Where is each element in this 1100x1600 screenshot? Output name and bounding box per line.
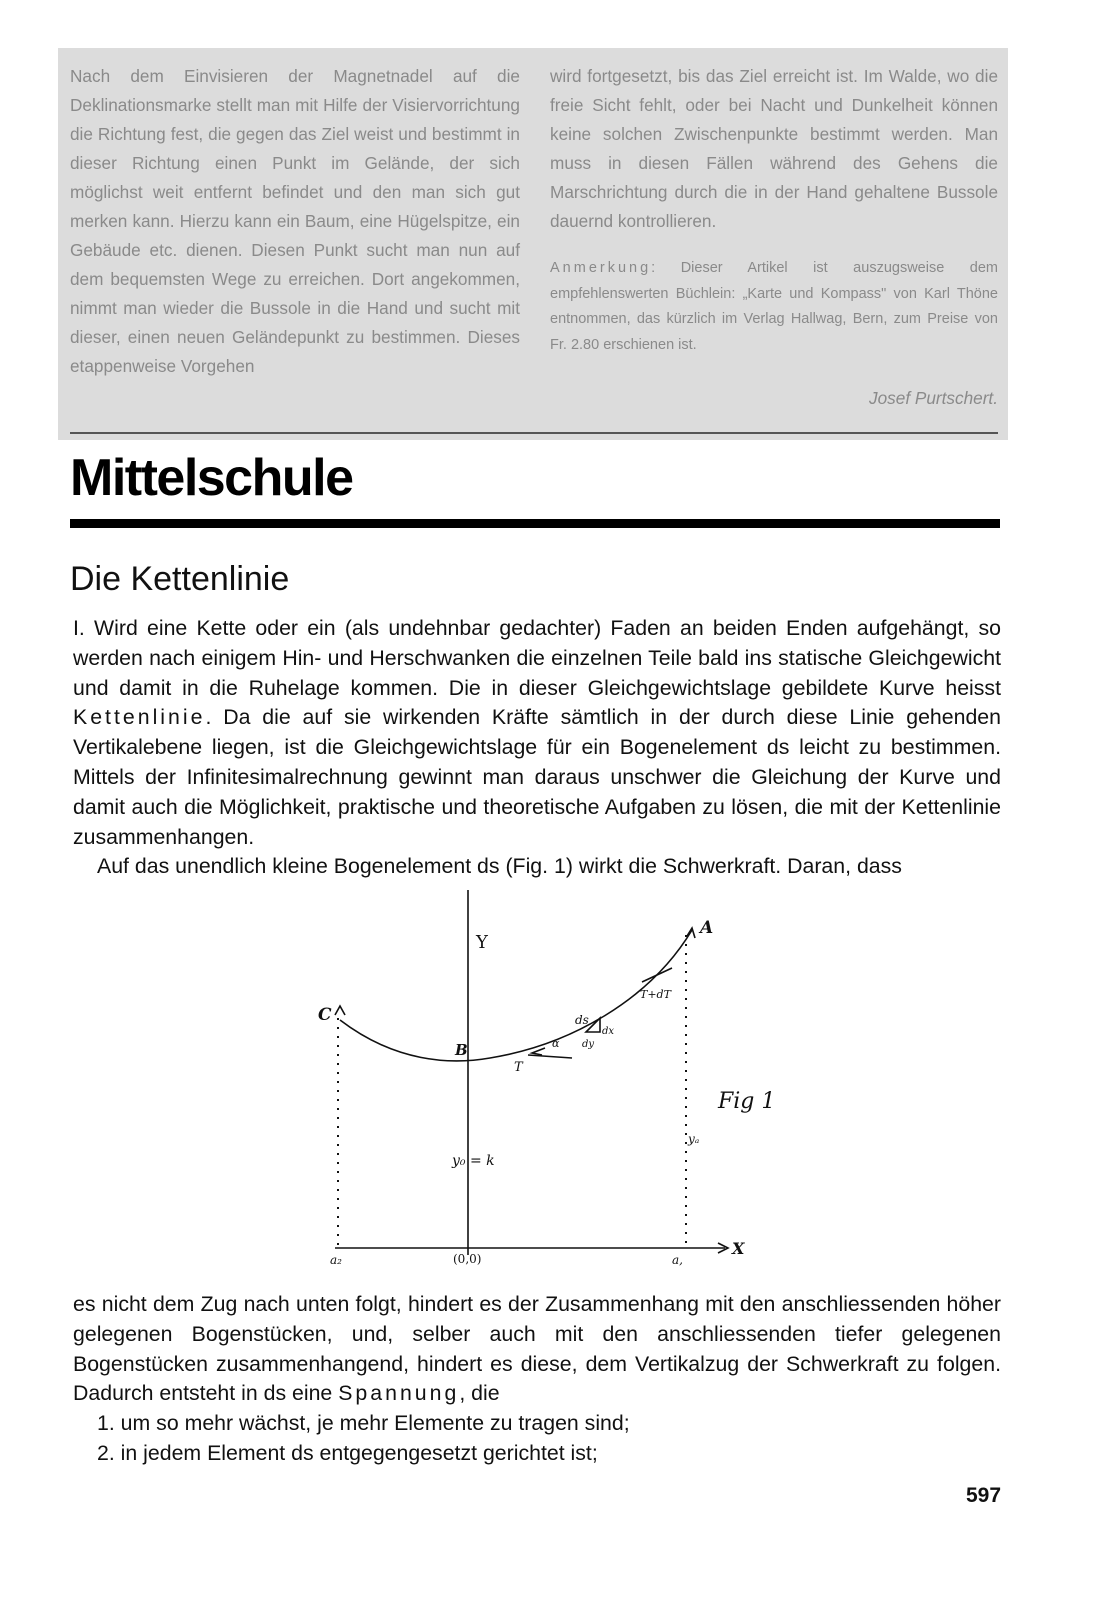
author-signature: Josef Purtschert.: [869, 388, 998, 408]
y0-label: y₀ = k: [452, 1153, 495, 1169]
tangent-t-line: [528, 1055, 572, 1058]
list-item-2: 2. in jedem Element ds entgegengesetzt gerichtet ist;: [97, 1440, 598, 1465]
x-axis-label: X: [732, 1239, 745, 1258]
point-c-label: C: [318, 1005, 332, 1025]
paragraph-1-emphasis: Kettenlinie: [73, 705, 206, 730]
t-plus-label: T+dT: [640, 988, 671, 1001]
article-title: Die Kettenlinie: [70, 560, 290, 598]
note-text: : Dieser Artikel ist auszugsweise dem empfehlenswerten Büchlein: „Karte und Kompass" von Karl Thöne entnommen, das kürzlich im Verlag Hallwag, Bern, zum Preise von Fr. 2.80 erschienen ist.: [550, 260, 998, 353]
point-b-label: B: [455, 1041, 468, 1059]
note-label: Anmerkung: [550, 260, 652, 276]
a2-label: a₂: [330, 1253, 342, 1267]
paragraph-1: [73, 614, 1001, 852]
page-number: 597: [966, 1484, 1002, 1507]
catenary-figure: [300, 890, 800, 1280]
paragraph-2-start: Auf das unendlich kleine Bogenelement ds (Fig. 1) wirkt die Schwerkraft. Daran, dass: [97, 854, 902, 879]
paragraph-1-part-a: I. Wird eine Kette oder ein (als undehnbar gedachter) Faden an beiden Enden aufgehängt, so werden nach einigem Hin- und Herschwanken die einzelnen Teile bald ins statische Gleichgewicht und damit in die Ruhelage kommen. Die in dieser Gleichgewichtslage gebildete Kurve heisst: [73, 616, 1001, 700]
boxed-article-right-column: [550, 62, 998, 413]
boxed-right-text: wird fortgesetzt, bis das Ziel erreicht ist. Im Walde, wo die freie Sicht fehlt, oder bei Nacht und Dunkelheit können keine solchen Zwischenpunkte bestimmt werden. Man muss in diesen Fällen während des Gehens die Marschrichtung durch die in der Hand gehaltene Bussole dauernd kontrollieren.: [550, 66, 998, 231]
boxed-article-left-column: [70, 62, 520, 381]
dy-label: dy: [582, 1039, 595, 1050]
tangent-arrow-icon: [532, 1048, 545, 1055]
boxed-note: [550, 256, 998, 358]
paragraph-2-continued: [73, 1290, 1001, 1409]
c-arrow-icon: [335, 1006, 345, 1015]
section-divider: [70, 519, 1000, 528]
article-body-top: [73, 614, 1001, 882]
boxed-left-text: Nach dem Einvisieren der Magnetnadel auf die Deklinationsmarke stellt man mit Hilfe der Visiervorrichtung die Richtung fest, die gegen das Ziel weist und bestimmt in dieser Richtung einen Punkt im Gelände, der sich möglichst weit entfernt befindet und den man sich gut merken kann. Hierzu kann ein Baum, eine Hügelspitze, ein Gebäude etc. dienen. Diesen Punkt sucht man nun auf dem bequemsten Wege zu erreichen. Dort angekommen, nimmt man wieder die Bussole in die Hand und sucht mit dieser, einen neuen Geländepunkt zu bestimmen. Dieses etappenweise Vorgehen: [70, 66, 520, 376]
ya-label: yₐ: [688, 1132, 700, 1146]
y-axis-label: Y: [476, 932, 488, 953]
boxed-article-divider: [70, 432, 998, 434]
list-item-1: 1. um so mehr wächst, je mehr Elemente zu tragen sind;: [97, 1411, 630, 1436]
boxed-article: [58, 48, 1008, 440]
article-body-bottom: [73, 1290, 1001, 1469]
a1-label: a,: [672, 1253, 683, 1267]
paragraph-2-emphasis: Spannung: [338, 1381, 460, 1406]
point-a-label: A: [700, 918, 714, 938]
origin-label: (0,0): [453, 1252, 482, 1266]
tangent-t-dt-line: [642, 968, 672, 982]
alpha-label: α: [552, 1037, 560, 1050]
figure-caption: Fig 1: [718, 1089, 776, 1114]
paragraph-2-part-a: es nicht dem Zug nach unten folgt, hindert es der Zusammenhang mit den anschliessenden höher gelegenen Bogenstücken, und, selber auch mit den anschliessenden tiefer gelegenen Bogenstücken zusammenhangend, hindert es diese, dem Vertikalzug der Schwerkraft zu folgen. Dadurch entsteht in ds eine: [73, 1292, 1001, 1406]
paragraph-2-part-b: , die: [459, 1381, 500, 1406]
dx-label: dx: [602, 1026, 615, 1037]
paragraph-1-part-b: . Da die auf sie wirkenden Kräfte sämtlich in der durch diese Linie gehenden Vertikalebene liegen, ist die Gleichgewichtslage für ein Bogenelement ds leicht zu bestimmen. Mittels der Infinitesimalrechnung gewinnt man daraus unschwer die Gleichung der Kurve und damit auch die Möglichkeit, praktische und theoretische Aufgaben zu lösen, die mit der Kettenlinie zusammenhangen.: [73, 705, 1001, 849]
ds-label: ds: [575, 1013, 589, 1027]
section-title: Mittelschule: [70, 449, 353, 507]
t-label: T: [514, 1060, 523, 1075]
